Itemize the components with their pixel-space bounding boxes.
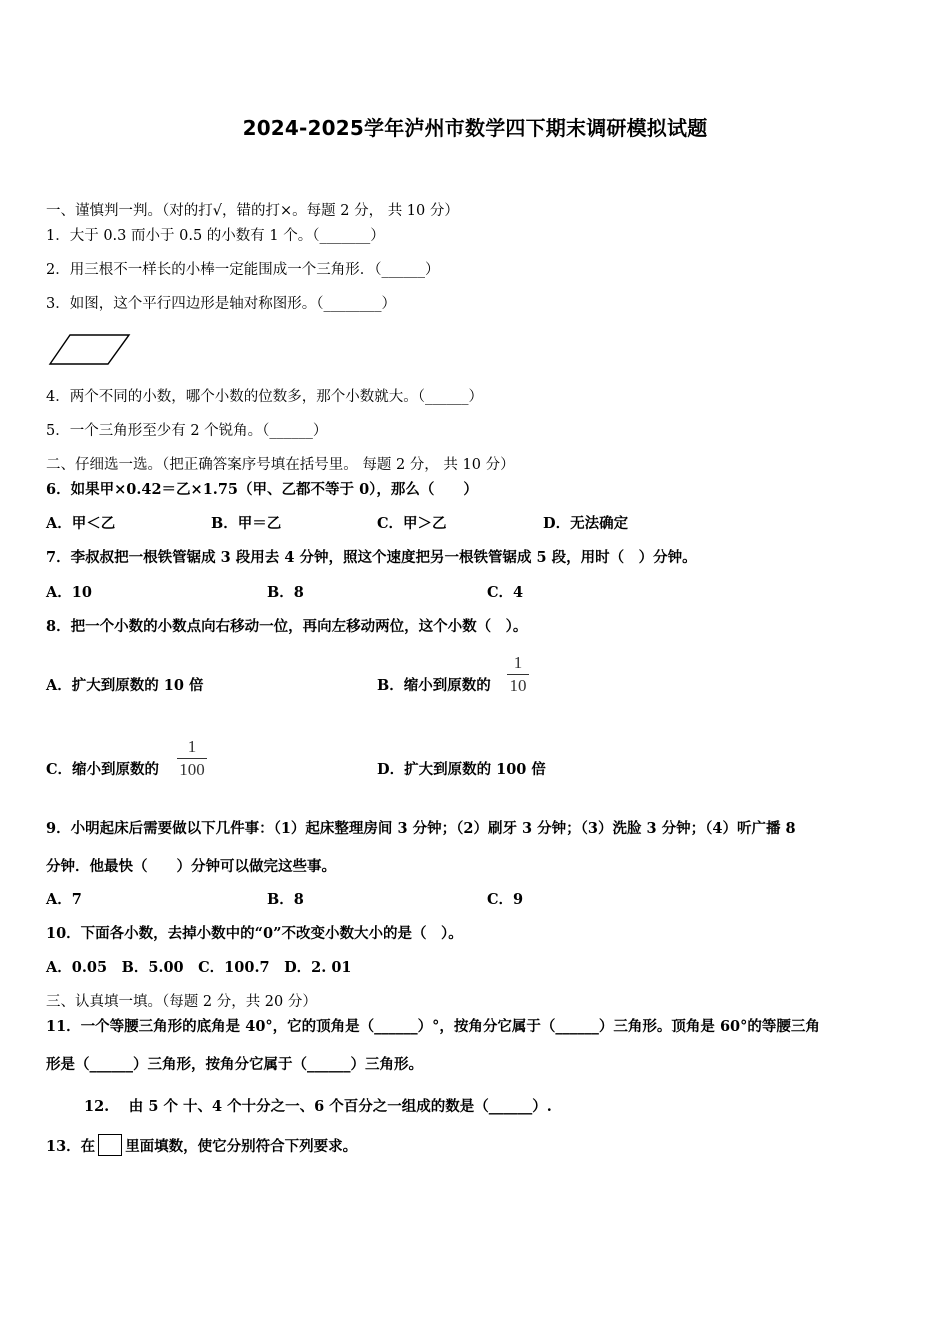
q7-option-a: A．10 [46,584,92,601]
question-3: 3．如图，这个平行四边形是轴对称图形。（________） [46,296,396,312]
question-5: 5．一个三角形至少有 2 个锐角。（______） [46,423,328,439]
question-4: 4．两个不同的小数，哪个小数的位数多，那个小数就大。（______） [46,389,483,405]
q8-option-d: D．扩大到原数的 100 倍 [377,761,546,778]
q8-fraction-c [177,738,207,778]
q9-option-a: A．7 [46,891,82,908]
question-11-line-2: 形是（______）三角形，按角分它属于（______）三角形。 [46,1056,423,1073]
fraction-numerator: 1 [513,653,523,672]
q6-option-a: A．甲＜乙 [46,515,116,532]
fraction-denominator: 10 [509,676,527,695]
fraction-bar [177,758,207,759]
question-1: 1．大于 0.3 而小于 0.5 的小数有 1 个。（_______） [46,228,385,244]
section-1-header: 一、谨慎判一判。（对的打√，错的打×。每题 2 分， 共 10 分） [46,203,459,219]
section-2-header: 二、仔细选一选。（把正确答案序号填在括号里。 每题 2 分， 共 10 分） [46,457,515,473]
fraction-bar [507,674,529,675]
question-13-prefix: 13．在 [46,1138,96,1155]
question-10: 10．下面各小数，去掉小数中的“0”不改变小数大小的是（ ）。 [46,925,463,942]
q7-option-b: B．8 [267,584,304,601]
question-9-line-2: 分钟．他最快（ ）分钟可以做完这些事。 [46,858,336,875]
q8-option-a: A．扩大到原数的 10 倍 [46,677,204,694]
question-12: 12. 由 5 个 十、4 个十分之一、6 个百分之一组成的数是（______）. [84,1098,552,1115]
question-11-line-1: 11．一个等腰三角形的底角是 40°，它的顶角是（______）°，按角分它属于（______）三角形。顶角是 60°的等腰三角 [46,1018,820,1035]
question-13-suffix: 里面填数，使它分别符合下列要求。 [125,1138,358,1155]
q9-option-b: B．8 [267,891,304,908]
question-9-line-1: 9．小明起床后需要做以下几件事：（1）起床整理房间 3 分钟；（2）刷牙 3 分钟；（3）洗脸 3 分钟；（4）听广播 8 [46,820,796,837]
q9-option-c: C．9 [487,891,524,908]
question-13 [46,1134,357,1156]
page-title: 2024-2025学年泸州市数学四下期末调研模拟试题 [242,116,708,140]
question-8: 8．把一个小数的小数点向右移动一位，再向左移动两位，这个小数（ ）。 [46,618,528,635]
q7-option-c: C．4 [487,584,524,601]
q8-option-c: C．缩小到原数的 [46,761,160,778]
q6-option-b: B．甲＝乙 [211,515,282,532]
q6-option-c: C．甲＞乙 [377,515,447,532]
parallelogram-figure [48,333,132,367]
section-3-header: 三、认真填一填。（每题 2 分，共 20 分） [46,994,317,1010]
q6-option-d: D．无法确定 [543,515,629,532]
fraction-numerator: 1 [187,737,197,756]
q8-option-b: B．缩小到原数的 [377,677,491,694]
question-7: 7．李叔叔把一根铁管锯成 3 段用去 4 分钟，照这个速度把另一根铁管锯成 5 段，用时（ ）分钟。 [46,549,697,566]
q10-options: A．0.05 B．5.00 C．100.7 D．2. 01 [46,959,352,976]
answer-box [98,1134,122,1156]
question-6: 6．如果甲×0.42＝乙×1.75（甲、乙都不等于 0），那么（ ） [46,481,478,498]
fraction-denominator: 100 [179,760,205,779]
q8-fraction-b [507,654,529,694]
question-2: 2．用三根不一样长的小棒一定能围成一个三角形．（______） [46,262,440,278]
